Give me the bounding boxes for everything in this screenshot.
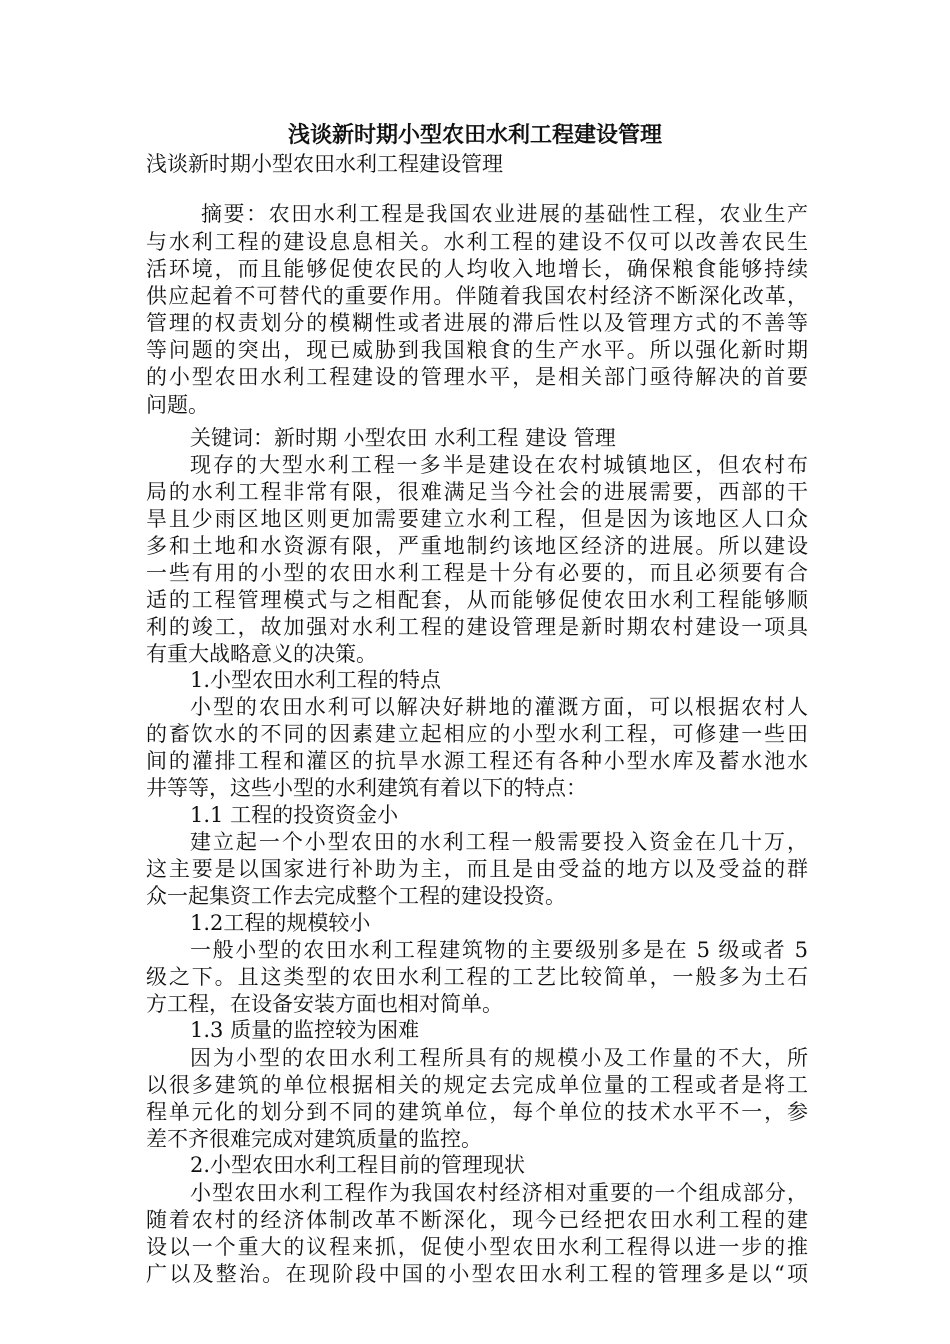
body-line: 随着农村的经济体制改革不断深化，现今已经把农田水利工程的建 (146, 1208, 808, 1232)
body-line: 这主要是以国家进行补助为主，而且是由受益的地方以及受益的群 (146, 857, 808, 881)
body-line: 适的工程管理模式与之相配套，从而能够促使农田水利工程能够顺 (146, 588, 808, 612)
body-line: 供应起着不可替代的重要作用。伴随着我国农村经济不断深化改革， (146, 284, 808, 308)
body-line: 小型的农田水利可以解决好耕地的灌溉方面，可以根据农村人 (190, 695, 808, 719)
body-line: 一些有用的小型的农田水利工程是十分有必要的，而且必须要有合 (146, 561, 808, 585)
body-line: 利的竣工，故加强对水利工程的建设管理是新时期农村建设一项具 (146, 615, 808, 639)
body-line: 2.小型农田水利工程目前的管理现状 (190, 1153, 526, 1177)
body-line: 的小型农田水利工程建设的管理水平，是相关部门亟待解决的首要 (146, 365, 808, 389)
body-line: 方工程，在设备安装方面也相对简单。 (146, 992, 503, 1016)
body-line: 现存的大型水利工程一多半是建设在农村城镇地区，但农村布 (190, 453, 808, 477)
body-line: 1.3 质量的监控较为困难 (190, 1018, 420, 1042)
body-line: 1.2工程的规模较小 (190, 911, 371, 935)
body-line: 活环境，而且能够促使农民的人均收入地增长，确保粮食能够持续 (146, 257, 808, 281)
body-line: 设以一个重大的议程来抓，促使小型农田水利工程得以进一步的推 (146, 1235, 808, 1259)
body-line: 程单元化的划分到不同的建筑单位，每个单位的技术水平不一，参 (146, 1100, 808, 1124)
body-line: 等问题的突出，现已威胁到我国粮食的生产水平。所以强化新时期 (146, 338, 808, 362)
document-subtitle: 浅谈新时期小型农田水利工程建设管理 (146, 152, 503, 176)
body-line: 管理的权责划分的模糊性或者进展的滞后性以及管理方式的不善等 (146, 311, 808, 335)
body-line: 摘要：农田水利工程是我国农业进展的基础性工程，农业生产 (201, 202, 808, 226)
body-line: 旱且少雨区地区则更加需要建立水利工程，但是因为该地区人口众 (146, 507, 808, 531)
body-line: 与水利工程的建设息息相关。水利工程的建设不仅可以改善农民生 (146, 230, 808, 254)
document-title: 浅谈新时期小型农田水利工程建设管理 (287, 122, 662, 148)
body-line: 广以及整治。在现阶段中国的小型农田水利工程的管理多是以“项 (146, 1262, 808, 1286)
body-line: 的畜饮水的不同的因素建立起相应的小型水利工程，可修建一些田 (146, 722, 808, 746)
body-line: 井等等，这些小型的水利建筑有着以下的特点： (146, 776, 587, 800)
body-line: 关键词：新时期 小型农田 水利工程 建设 管理 (190, 426, 616, 450)
body-line: 间的灌排工程和灌区的抗旱水源工程还有各种小型水库及蓄水池水 (146, 749, 808, 773)
body-line: 差不齐很难完成对建筑质量的监控。 (146, 1127, 482, 1151)
body-line: 级之下。且这类型的农田水利工程的工艺比较简单，一般多为土石 (146, 965, 808, 989)
body-line: 一般小型的农田水利工程建筑物的主要级别多是在 5 级或者 5 (190, 938, 808, 962)
body-line: 问题。 (146, 393, 209, 417)
body-line: 1.1 工程的投资资金小 (190, 803, 399, 827)
body-line: 小型农田水利工程作为我国农村经济相对重要的一个组成部分， (190, 1181, 808, 1205)
body-line: 以很多建筑的单位根据相关的规定去完成单位量的工程或者是将工 (146, 1073, 808, 1097)
body-line: 1.小型农田水利工程的特点 (190, 668, 442, 692)
body-line: 多和土地和水资源有限，严重地制约该地区经济的进展。所以建设 (146, 534, 808, 558)
body-line: 局的水利工程非常有限，很难满足当今社会的进展需要，西部的干 (146, 480, 808, 504)
body-line: 众一起集资工作去完成整个工程的建设投资。 (146, 884, 566, 908)
body-line: 因为小型的农田水利工程所具有的规模小及工作量的不大，所 (190, 1046, 808, 1070)
body-line: 有重大战略意义的决策。 (146, 642, 377, 666)
body-line: 建立起一个小型农田的水利工程一般需要投入资金在几十万， (190, 830, 808, 854)
